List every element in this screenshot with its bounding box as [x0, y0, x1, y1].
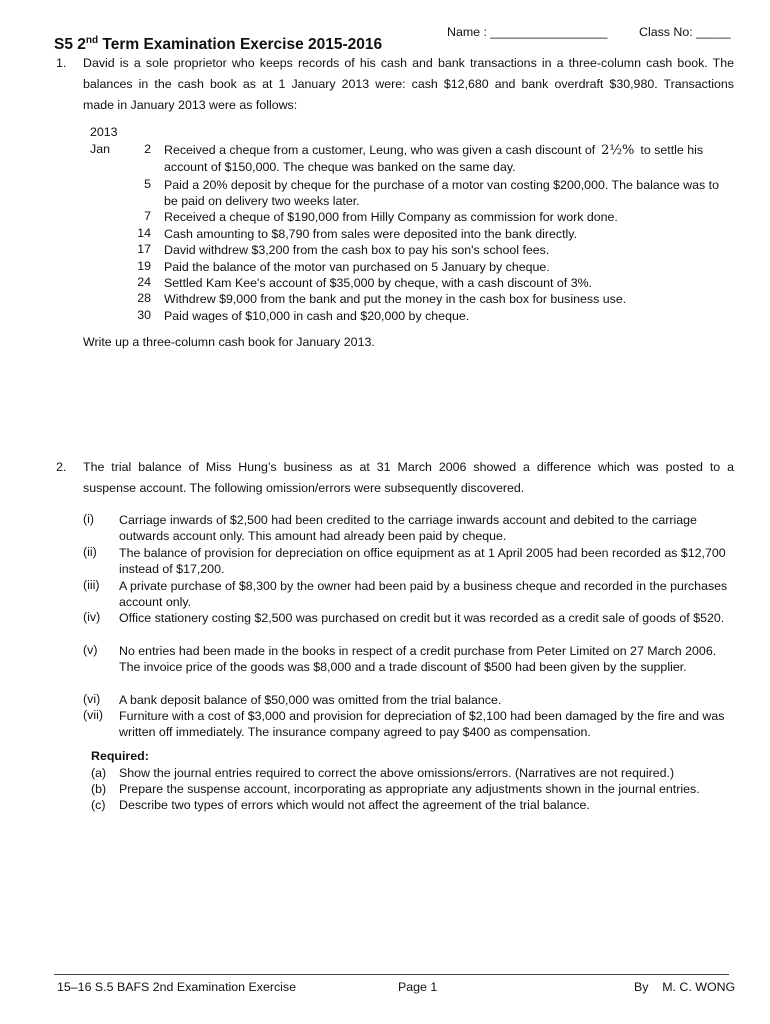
question-1-number: 1. — [56, 56, 67, 70]
question-1-intro: David is a sole proprietor who keeps records of his cash and bank transactions in a three-column cash book. The balances in the cash book as at 1 January 2013 were: cash $12,680 and bank overdraft $30,980. Transactions made in January 2013 were as follows: — [83, 56, 734, 112]
question-1-instruction: Write up a three-column cash book for January 2013. — [83, 335, 375, 349]
page-title: S5 2nd Term Examination Exercise 2015-2016 — [54, 35, 383, 54]
required-heading: Required: — [91, 749, 149, 763]
fraction-two-and-half-percent: 2½% — [601, 143, 635, 158]
footer-course: 15–16 S.5 BAFS 2nd Examination Exercise — [57, 980, 296, 994]
footer-divider — [54, 974, 729, 975]
transaction-month: Jan — [90, 142, 110, 156]
class-no-field: Class No: _____ — [639, 25, 731, 39]
footer-page-number: Page 1 — [398, 980, 438, 994]
footer-author: By M. C. WONG — [634, 980, 736, 994]
name-field: Name : _________________ — [447, 25, 608, 39]
exam-page: Name : _________________ Class No: _____ S5 2nd Term Examination Exercise 2015-2016 1. David is a sole proprietor who keeps records of his cash and bank transactions in a three-column cash book. The balances in the cash book as at 1 January 2013 were: cash $12,680 and bank overdraft $30,980. Transactions made in January 2013 were as follows: 2013 Jan 2 Received a cheque from a customer, Leung, who was given a cash discount of 2½% to settle his account of $150,000. The cheque was banked on the same day. 5 Paid a 20% deposit by cheque for the purchase of a motor van costing $200,000. The balance was to be paid on delivery two weeks later. 7 Received a cheque of $190,000 from Hilly Company as commission for work done. 14 Cash amounting to $8,790 from sales were deposited into the bank directly. 17 David withdrew $3,200 from the cash box to pay his son's school fees. 19 Paid the balance of the motor van purchased on 5 January by cheque. 24 Settled Kam Kee's account of $35,000 by cheque, with a cash discount of 3%. 28 Withdrew $9,000 from the bank and put the money in the cash box for business use. 30 Paid wages of $10,000 in cash and $20,000 by cheque. Write up a three-column cash book for January 2013. 2. The trial balance of Miss Hung’s business as at 31 March 2006 showed a difference which was posted to a suspense account. The following omission/errors were subsequently discovered. (i) Carriage inwards of $2,500 had been credited to the carriage inwards account and debited to the carriage outwards account only. This amount had already been paid by cheque. (ii) The balance of provision for depreciation on office equipment as at 1 April 2005 had been recorded as $12,700 instead of $17,200. (iii) A private purchase of $8,300 by the owner had been paid by a business cheque and recorded in the purchases account only. (iv) Office stationery costing $2,500 was purchased on credit but it was recorded as a credit sale of goods of $520. (v) No entries had been made in the books in respect of a credit purchase from Peter Limited on 27 March 2006. The invoice price of the goods was $8,000 and a trade discount of $500 had been given by the supplier. (vi) A bank deposit balance of $50,000 was omitted from the trial balance. (vii) Furniture with a cost of $3,000 and provision for depreciation of $2,100 had been damaged by the fire and was written off immediately. The insurance company agreed to pay $400 as compensation. Required: (a) Show the journal entries required to correct the above omissions/errors. (Narratives are not required.) (b) Prepare the suspense account, incorporating as appropriate any adjustments shown in the journal entries. (c) Describe two types of errors which would not affect the agreement of the trial balance. 15–16 S.5 BAFS 2nd Examination Exercise Page 1 By M. C. WONG — [54, 25, 736, 994]
question-2-intro: The trial balance of Miss Hung’s business as at 31 March 2006 showed a difference which was posted to a suspense account. The following omission/errors were subsequently discovered. — [83, 460, 734, 495]
question-2-number: 2. — [56, 460, 67, 474]
transaction-year: 2013 — [90, 125, 118, 139]
header-fields — [447, 25, 737, 41]
